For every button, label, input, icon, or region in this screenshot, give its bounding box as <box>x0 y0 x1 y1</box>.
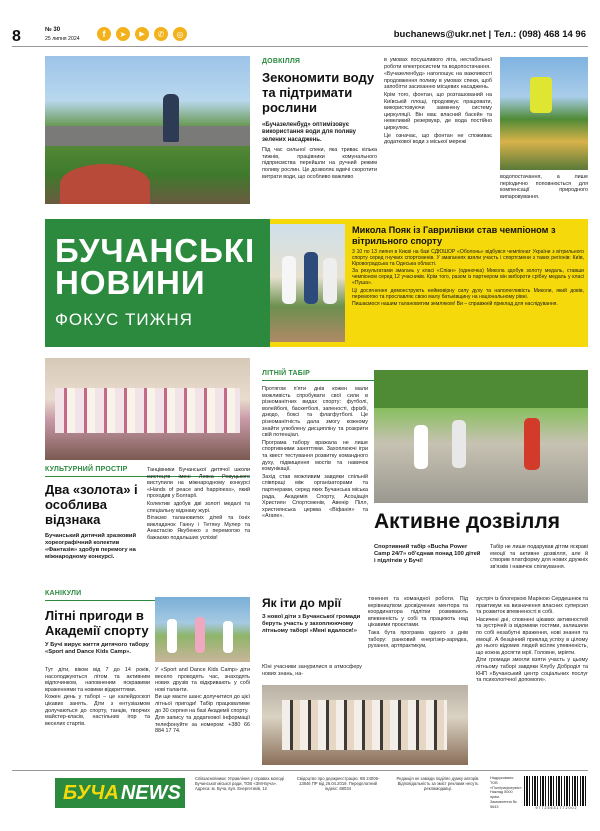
dovkillia-p2: в умовах посушливого літа, нестабільної роботи електросистем та водопостачання. <box>384 57 492 70</box>
instagram-icon[interactable]: ◎ <box>173 27 187 41</box>
section-label-camp: ЛІТНІЙ ТАБІР <box>262 370 311 377</box>
culture-p2: Колектив здобув дві золоті медалі та спеціальну відзнаку журі. <box>147 500 250 514</box>
footer-col2: Свідоцтво про держреєстрацію: КВ 24006-13846 ПР від 26.04.2019. Передплатний індекс: 68034 <box>296 776 380 792</box>
dream-title: Як іти до мрії <box>262 596 342 610</box>
dovkillia-p5: Це означає, що фонтан не споживає додаткової води з міської мережі <box>384 132 492 146</box>
logo-bucha: БУЧА <box>63 781 119 804</box>
culture-lead: Бучанський дитячий зразковий хореографічний колектив «Фантазія» здобув перемогу на міжнародному конкурсі. <box>45 533 137 560</box>
dream-col2 <box>368 596 468 651</box>
phone: Тел.: (098) 468 14 96 <box>493 29 586 40</box>
focus-title-line2: НОВИНИ <box>55 264 206 301</box>
header-rule <box>12 46 588 47</box>
vacation-p5: Для запису та додаткової інформації телефонуйте за номером: +380 66 884 17 74. <box>155 715 250 735</box>
contact-line <box>394 29 586 40</box>
dovkillia-lead: «Бучазеленбуд» оптимізовує використання води для поливу зелених насаджень. <box>262 122 357 143</box>
camp-col1 <box>262 386 368 521</box>
culture-p3: Вітаємо талановитих дітей та їхніх викладачок Ганну і Тетяну Мулер та Анастасію Якубенко з перемогою та бажаємо подальших успіхів! <box>147 515 250 541</box>
dream-col3 <box>476 596 588 685</box>
focus-title-line1: БУЧАНСЬКІ <box>55 232 256 269</box>
vacation-title: Літні пригоди в Академії спорту <box>45 608 149 638</box>
social-icons <box>97 27 187 41</box>
camp-p4: Табір не лише подарував дітям яскраві емоції та активне дозвілля, але й створив платформу для нових дружніх зв'язків і навичок спілкування. <box>490 544 588 570</box>
dovkillia-col2 <box>384 57 492 147</box>
sailing-champion-photo <box>270 224 345 342</box>
vacation-p2: Кожен день у таборі – це калейдоскоп цікавих занять. Діти з ентузіазмом долучаються до спорту, танців, творчих майстер-класів, настільних ігор та веселих стартів. <box>45 694 150 727</box>
barcode <box>524 776 588 814</box>
dream-p1: Юні учасники занурилися в атмосферу нових знань, на- <box>262 664 362 677</box>
champion-p2: За результатами змагань у класі «Спіан» (одиночка) Микола здобув золоту медаль, ставши чемпіоном серед 12 учасників. Крім того, разом із партнером він вибороти срібну медаль у класі «Пуша». <box>352 268 584 287</box>
dovkillia-p1: Під час сильної спеки, яка триває кілька тижнів, працівники комунального підприємства перейшли на ручний режим поливу рослин. Це дозволяє вдвічі скоротити витрати води, що особливо важливо <box>262 147 377 180</box>
issue-number: № 30 <box>45 27 61 33</box>
facebook-icon[interactable]: f <box>97 27 111 41</box>
champion-p3: Ці досягнення демонструють неймовірну силу духу та наполегливість Миколи, який довів, перемогою та прославляє свою малу батьківщину на національному рівні. <box>352 287 584 300</box>
dream-p2: тхнення та командної роботи. Під керівництвом досвідчених ментора та координатора підлітки розвивають впевненість у собі та працюють над цікавими проєктами. <box>368 596 468 629</box>
culture-text <box>147 467 250 543</box>
champion-title: Микола Пояк із Гаврилівки став чемпіоном з вітрильного спорту <box>352 225 556 246</box>
footer-col3: Редакція не завжди поділяє думку авторів. Відповідальність за зміст реклами несуть рекламодавці. <box>396 776 480 792</box>
phone-separator: | <box>488 29 492 40</box>
telegram-icon[interactable]: ➤ <box>116 27 130 41</box>
gardener-photo <box>45 56 250 204</box>
page-number: 8 <box>12 28 21 45</box>
section-label-dovkillia: ДОВКІЛЛЯ <box>262 58 301 65</box>
champion-p4: Пишаємося нашим талановитим земляком! Ви – справжній приклад для наслідування. <box>352 300 558 307</box>
footer-logo[interactable] <box>55 778 185 808</box>
vacation-p4: Ви ще маєте шанс долучитися до цієї літньої пригоди! Табір працюватиме до 30 серпня на базі Академії спорту. <box>155 694 250 714</box>
email[interactable]: buchanews@ukr.net <box>393 29 486 40</box>
vacation-lead: У Бучі вирує життя дитячого табору «Sport and Dance Kids Camp». <box>45 642 149 655</box>
focus-subtitle: ФОКУС ТИЖНЯ <box>55 310 193 329</box>
logo-news: NEWS <box>120 781 181 804</box>
champion-text <box>352 249 584 308</box>
dovkillia-col1 <box>262 122 377 181</box>
dream-camp-photo <box>262 685 468 765</box>
viber-icon[interactable]: ✆ <box>154 27 168 41</box>
culture-p1: Танцівники Бучанської дитячої школи мистецтв імені Левка Ревуцького виступили на міжнародному конкурсі «Hands of peace and happiness», який проходив у Болгарії. <box>147 467 250 500</box>
dance-kids-photo <box>155 597 250 662</box>
vacation-col1 <box>45 667 150 728</box>
dream-p5: Насичені дні, сповнені цікавих активностей та зустрічей із відомими гостями, залишили по собі незабутні враження, нові знання та емоції. А безцінний приклад успіху в цілому до нього відомих людей всіляк упевненість, що кожна досягти мрії. Головне, мріяти. <box>476 616 588 656</box>
sports-camp-photo <box>374 370 588 503</box>
footer-col4: Надруковано: ТОВ «Поліграфсервіс». Наклад 5000 прим. Замовлення № 5643 <box>490 776 523 809</box>
camp-p2: Програма табору вражала не лише спортивними заняттями. Захоплюючі ігри та квест тестування розвитку командного духу, підвищення мостів та навичок комунікації. <box>262 439 368 473</box>
dream-p4: зустріч із блогеркою Маріною Сердешнюк та практикум на визначення власних суперсил та розвиток впевненості в собі. <box>476 596 588 616</box>
dovkillia-caption: водопостачання, а лише періодично поповнюється для компенсації природного випаровування. <box>500 174 588 200</box>
vacation-p3: У «Sport and Dance Kids Camp» діти весело проводять час, знаходять нових друзів та відкривають у собі нові таланти. <box>155 667 250 693</box>
dovkillia-title: Зекономити воду та підтримати рослини <box>262 70 375 115</box>
youtube-icon[interactable]: ▶ <box>135 27 149 41</box>
vacation-p1: Тут діти, віком від 7 до 14 років, насолоджуються літом та активним відпочинком, наповненим яскравими враженнями та новими відкриттями. <box>45 667 150 693</box>
camp-lead: Спортивний табір «Bucha Power Camp 24/7» об'єднав понад 100 дітей і підлітків у Бучі! <box>374 544 481 564</box>
dance-group-photo <box>45 358 250 460</box>
vacation-col2 <box>155 667 250 736</box>
dream-p6: Діти громади змогли взяти участь у цьому літньому таборі завдяки Клубу Доброділ та КНП «Бучанський центр соціальних послуг та психологічної допомоги». <box>476 657 588 684</box>
fountain-photo <box>500 57 588 170</box>
section-label-culture: КУЛЬТУРНИЙ ПРОСТІР <box>45 466 128 473</box>
camp-p3: Захід став можливим завдяки спільній співпраці між організаторами та партнерами, серед яких Бучанська міська рада, Академія Спорту, Асоціація Християн Спортсменів, Авенір Пілл, християнська церква «Віфанія» та «Агапе». <box>262 473 368 520</box>
culture-title: Два «золота» і особлива відзнака <box>45 482 138 527</box>
dream-p3: Така бута програма одного з днів табору: ранковий енергізер-зарядка, рухання, артпрактикум, <box>368 629 468 650</box>
dovkillia-p3: «Бучазеленбуд» наголошує на важливості продовження поливу в умовах спеки, щоб запобігти засиханню місцевих насаджень. <box>384 71 492 91</box>
dream-lead: З нової діти з Бучанської громади беруть участь у захоплюючому літньому таборі «Мені вдалося!» <box>262 614 361 634</box>
section-label-vacation: КАНІКУЛИ <box>45 590 82 597</box>
footer-rule <box>12 770 588 771</box>
camp-p1: Протягом п'яти днів кожен мали можливість спробувати свої сили в різноманітних видах спорту: футболі, волейболі, баскетболі, запеності, фрізбі, дзюдо, боксі та флагфутболі. Це різноманітність дала змогу кожному знайти улюблену дисципліну та розкрити свій потенціал. <box>262 386 368 439</box>
dovkillia-p4: Крім того, фонтан, що розташований на Київській площі, продовжує працювати, використовуючи замкнену систему циркуляції. Він має власний басейн та невеликий резервуар, де вода постійно циркулює. <box>384 91 492 131</box>
champion-p1: 3 10 по 13 липня в Києві на базі СДЮШОР «Оболонь» відбувся чемпіонат України з вітрильного спорту серед гнучких спортсменів. У змаганнях взяли участь і спортсмени з таких регіонів: Київ, Кіровоградська та Одеська області. <box>352 249 584 268</box>
camp-title: Активне дозвілля <box>374 510 560 533</box>
footer-col1: Співзасновники: Управління у справах молоді Бучанської міської ради, ТОВ «ЗМІ-Буча». Адреса: м. Буча, вул. Енергетиків, 12 <box>195 776 284 792</box>
barcode-digits: 9 7 7 2 5 6 3 1 7 7 2 0 0 2 <box>535 806 577 810</box>
issue-date: 25 липня 2024 <box>45 36 80 42</box>
